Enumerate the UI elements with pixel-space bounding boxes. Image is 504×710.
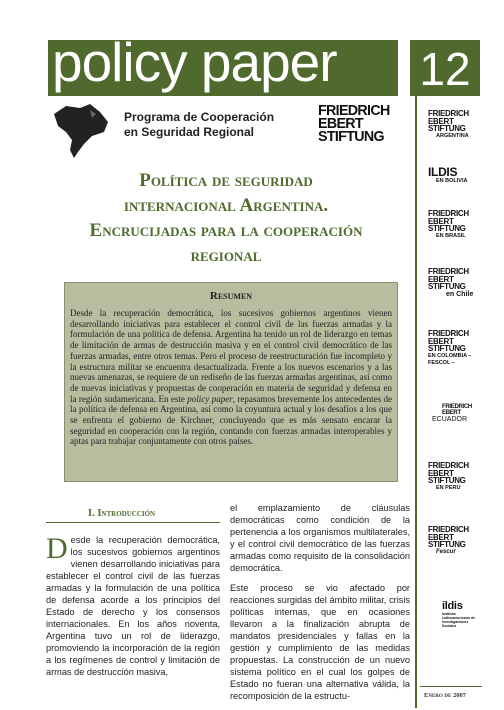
logo-text: EBERT — [428, 116, 454, 126]
fes-logo — [318, 104, 398, 143]
logo-text: STIFTUNG — [428, 124, 466, 133]
side-logo-fescur — [428, 526, 498, 556]
logo-text: FRIEDRICH — [428, 209, 469, 218]
logo-text: EBERT — [428, 274, 454, 284]
program-line-1: Programa de Cooperación — [124, 110, 275, 124]
title-line-1: Política de seguridad — [139, 170, 313, 191]
logo-text: STIFTUNG — [428, 344, 466, 353]
drop-cap: D — [46, 532, 68, 565]
fes-logo-word-3: STIFTUNG — [318, 128, 384, 145]
publication-date: Enero de 2007 — [424, 692, 466, 699]
side-logo-argentina — [428, 110, 498, 140]
summary-text-part-1: Desde la recuperación democrática, los sucesivos gobiernos argentinos vienen desarrollando iniciativas para establecer el control civil de las fuerzas armadas y la formulación de una política de defensa. Argentina ha tenido un rol de liderazgo en temas de limitación de armas de destrucción masiva y en el control civil democrático de las fuerzas armadas, entre otros temas. Pero el proceso de reestructuración fue incompleto y la estructura militar se encuentra desactualizada. Frente a los nuevos escenarios y a las nuevas amenazas, se requiere de un rediseño de las fuerzas armadas argentinas, así como de nuevas iniciativas y propuestas de cooperación en materia de seguridad y defensa en la región sudamericana. En este — [70, 308, 392, 404]
side-logo-colombia — [428, 330, 498, 367]
summary-heading: Resumen — [209, 290, 253, 302]
south-america-map-icon — [46, 100, 116, 158]
logo-text: FRIEDRICH — [428, 267, 469, 276]
logo-subtitle: Instituto Latinoamericano de Investigaciones Sociales — [442, 612, 476, 628]
column-2-paragraph-1: el emplazamiento de cláusulas democráticas como condición de la pertenencia a los organismos multilaterales, y el control civil democrático de las fuerzas armadas como requisito de la consolidación democrática. — [230, 503, 410, 573]
column-2-paragraph-2: Este proceso se vio afectado por reacciones surgidas del ámbito militar, crisis políticas internas, que en ocasiones llevaron a la finalización abrupta de mandatos presidenciales y fallas en la gestión y cumplimiento de las medidas propuestas. La construcción de un nuevo sistema político en el cual los golpes de Estado no fueran una alternativa válida, la recomposición de la estructu- — [230, 583, 410, 701]
document-title — [40, 168, 412, 268]
date-rule — [420, 686, 482, 687]
right-divider — [415, 96, 417, 708]
logo-subtitle: ARGENTINA — [436, 132, 469, 139]
summary-text-part-2: , repasamos brevemente los antecedentes de la política de defensa en Argentina, así como la coyuntura actual y los desafíos a los que se enfrenta el gobierno de Kirchner, concluyendo que es más sensato encarar la seguridad en cooperación con la región, contando con fuerzas armadas interoperables y aptas para trabajar conjuntamente con otros países. — [70, 393, 392, 447]
side-logo-brasil — [428, 210, 498, 240]
column-1-text: esde la recuperación democrática, los sucesivos gobiernos argentinos vienen desarrollando iniciativas para establecer el control civil de las fuerzas armadas y la formulación de una política de defensa acorde a los principios del Estado de derecho y los consensos internacionales. En los años noventa, Argentina tuvo un rol de liderazgo, promoviendo la incorporación de la región a los regímenes de control y limitación de armas de destrucción masiva, — [46, 535, 220, 677]
logo-subtitle: EN BRASIL — [436, 232, 466, 239]
logo-text: FRIEDRICH — [428, 329, 469, 338]
side-logo-chile — [428, 268, 498, 298]
body-column-1 — [46, 534, 220, 678]
logo-subtitle: ECUADOR — [432, 416, 468, 423]
summary-text-italic: policy paper — [187, 393, 233, 404]
title-line-2: internacional Argentina. — [123, 195, 329, 216]
logo-text: EBERT — [442, 410, 461, 416]
program-name — [124, 110, 304, 140]
header-title: policy paper — [52, 31, 337, 93]
logo-text: EBERT — [428, 216, 454, 226]
side-logo-ecuador — [428, 404, 498, 423]
logo-subtitle: Fescur — [436, 548, 456, 555]
side-logo-bolivia — [428, 166, 498, 185]
logo-text: ildis — [442, 600, 463, 612]
logo-text: EBERT — [428, 468, 454, 478]
title-line-4: regional — [190, 245, 262, 266]
logo-text: FRIEDRICH — [428, 525, 469, 534]
title-line-3: Encrucijadas para la cooperación — [89, 220, 363, 241]
logo-subtitle: en Chile — [446, 290, 474, 298]
logo-text: STIFTUNG — [428, 224, 466, 233]
section-heading: I. Introducción — [88, 508, 156, 519]
logo-text: STIFTUNG — [428, 540, 466, 549]
logo-text: ILDIS — [428, 165, 458, 179]
fes-logo-word-2: EBERT — [318, 115, 363, 132]
logo-subtitle: EN COLOMBIA – FESCOL – — [428, 352, 472, 366]
logo-text: FRIEDRICH — [428, 109, 469, 118]
side-logo-peru — [428, 462, 498, 492]
section-rule — [46, 522, 220, 523]
fes-logo-word-1: FRIEDRICH — [318, 102, 390, 119]
issue-number: 12 — [419, 43, 471, 95]
logo-text: STIFTUNG — [428, 282, 466, 291]
body-column-2 — [230, 502, 410, 710]
side-logo-ildis — [428, 600, 498, 628]
logo-text: EBERT — [428, 336, 454, 346]
logo-subtitle: EN PERU — [436, 484, 461, 491]
summary-text — [70, 308, 392, 447]
logo-subtitle: EN BOLIVIA — [436, 178, 468, 184]
program-line-2: en Seguridad Regional — [124, 125, 255, 139]
logo-text: FRIEDRICH — [442, 404, 472, 410]
logo-text: EBERT — [428, 532, 454, 542]
logo-text: STIFTUNG — [428, 476, 466, 485]
logo-text: FRIEDRICH — [428, 461, 469, 470]
